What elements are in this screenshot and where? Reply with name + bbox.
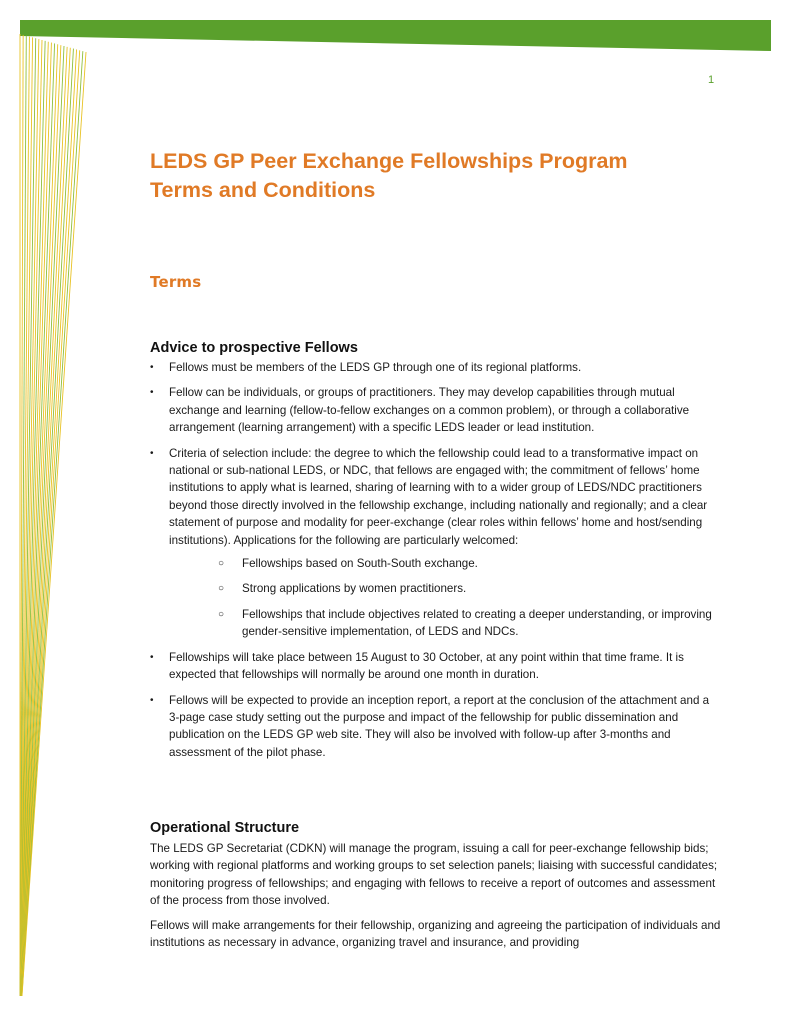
sub-bullet-circle: ○ xyxy=(218,608,225,620)
advice-heading: Advice to prospective Fellows xyxy=(150,340,358,356)
bullet-item-3 xyxy=(150,445,722,641)
sub-bullet-text: Strong applications by women practitioners. xyxy=(242,582,467,596)
bullet-item-1 xyxy=(150,359,722,376)
bullet-item-4 xyxy=(150,649,722,684)
title-line-1: LEDS GP Peer Exchange Fellowships Program xyxy=(150,149,628,173)
sub-bullet-circle: ○ xyxy=(218,583,225,595)
sub-bullet-item-2 xyxy=(169,580,722,597)
operational-paragraph-2: Fellows will make arrangements for their fellowship, organizing and agreeing the participation of individuals and institutions as necessary in advance, organizing travel and insurance, and providing xyxy=(150,919,721,950)
decorative-line xyxy=(22,48,71,996)
sub-bullet-list xyxy=(169,555,722,641)
sub-bullet-text: Fellowships that include objectives related to creating a deeper understanding, or improving gender-sensitive implementation, of LEDS and NDCs. xyxy=(242,607,712,639)
document-title xyxy=(150,147,628,205)
bullet-text: Fellows will be expected to provide an inception report, a report at the conclusion of the attachment and a 3-page case study setting out the purpose and impact of the fellowship for public dissemination and publication on the LEDS GP web site. They will also be involved with follow-up after 3-months and assessment of the pilot phase. xyxy=(169,693,710,759)
bullet-text: Fellows must be members of the LEDS GP through one of its regional platforms. xyxy=(169,361,582,374)
title-line-2: Terms and Conditions xyxy=(150,178,376,202)
bullet-text: Fellowships will take place between 15 August to 30 October, at any point within that time frame. It is expected that fellowships will normally be around one month in duration. xyxy=(169,650,684,682)
header-green-band xyxy=(0,0,791,60)
advice-bullet-list xyxy=(150,359,722,769)
sub-bullet-text: Fellowships based on South-South exchange. xyxy=(242,557,478,571)
sub-bullet-item-1 xyxy=(169,555,722,572)
operational-structure-heading: Operational Structure xyxy=(150,820,300,836)
bullet-text: Criteria of selection include: the degree to which the fellowship could lead to a transformative impact on national or sub-national LEDS, or NDC, that fellows are engaged with; the commitment of fellows’ home institutions to apply what is learned, sharing of learning with to a wider group of LEDS/NDC practitioners beyond those directly involved in the fellowship exchange, including nationally and regionally; and a clear statement of purpose and modality for peer-exchange (clear roles within fellows’ home and host/sending institutions). Applications for the following are particularly welcomed: xyxy=(169,446,708,547)
bullet-item-5 xyxy=(150,692,722,762)
decorative-fan-lines xyxy=(0,0,100,1024)
bullet-dot: • xyxy=(150,694,154,706)
bullet-dot: • xyxy=(150,362,154,373)
bullet-text: Fellow can be individuals, or groups of practitioners. They may develop capabilities through mutual exchange and learning (fellow-to-fellow exchanges on a common problem), or through a collaborative arrangement (learning arrangement) with a specific LEDS leader or lead institution. xyxy=(169,386,690,435)
section-heading-terms: Terms xyxy=(150,273,202,291)
bullet-item-2 xyxy=(150,384,722,436)
sub-bullet-item-3 xyxy=(169,606,722,641)
bullet-dot: • xyxy=(150,651,154,663)
bullet-dot: • xyxy=(150,447,154,459)
bullet-dot: • xyxy=(150,387,154,399)
operational-paragraph-1: The LEDS GP Secretariat (CDKN) will manage the program, issuing a call for peer-exchange fellowship bids; working with regional platforms and working groups to set selection panels; liaising with successful candidates; monitoring progress of fellowships; and engaging with fellows to receive a report of outcomes and assessment of the process from those involved. xyxy=(150,842,718,908)
page-number: 1 xyxy=(708,74,715,86)
sub-bullet-circle: ○ xyxy=(218,558,225,570)
